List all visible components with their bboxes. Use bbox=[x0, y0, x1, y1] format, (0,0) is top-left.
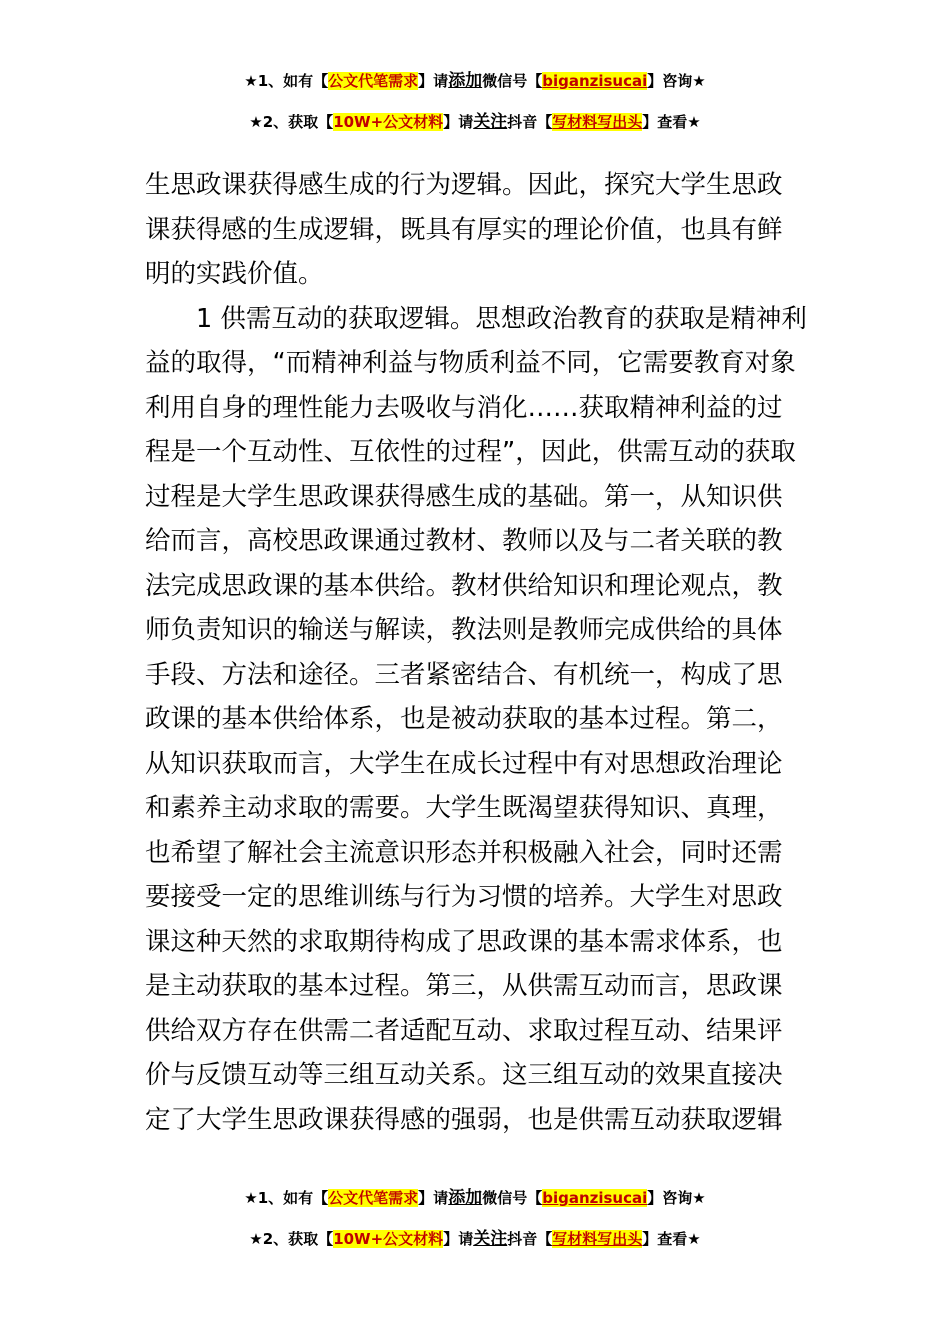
text-line: 利用自身的理性能力去吸收与消化……获取精神利益的过 bbox=[145, 392, 783, 423]
header-follow-text: 关注 bbox=[473, 112, 508, 132]
footer-line-1-prefix: ★1、如有【 bbox=[244, 1189, 329, 1207]
text-line: 是主动获取的基本过程。第三，从供需互动而言，思政课 bbox=[145, 971, 783, 1001]
text-line: 从知识获取而言，大学生在成长过程中有对思想政治理论 bbox=[145, 748, 783, 779]
text-line: 课这种天然的求取期待构成了思政课的基本需求体系，也 bbox=[145, 926, 783, 957]
header-line-2-mid1: 】请 bbox=[443, 113, 474, 131]
header-line-2-mid2: 抖音【 bbox=[507, 113, 553, 131]
paragraph-1 bbox=[145, 163, 810, 297]
text-line: 手段、方法和途径。三者紧密结合、有机统一，构成了思 bbox=[145, 659, 783, 690]
footer-wechat-id[interactable]: biganzisucai bbox=[542, 1189, 648, 1207]
header-banner bbox=[0, 64, 950, 139]
footer-line-2-suffix: 】查看★ bbox=[642, 1230, 701, 1248]
header-need-highlight: 公文代笔需求 bbox=[328, 72, 419, 90]
document-body bbox=[145, 163, 810, 1142]
paragraph-2 bbox=[145, 297, 810, 1143]
footer-follow-text: 关注 bbox=[473, 1229, 508, 1249]
text-line: 也希望了解社会主流意识形态并积极融入社会，同时还需 bbox=[145, 837, 783, 868]
text-line: 和素养主动求取的需要。大学生既渴望获得知识、真理， bbox=[145, 793, 783, 823]
footer-line-2-mid1: 】请 bbox=[443, 1230, 474, 1248]
header-douyin-id[interactable]: 写材料写出头 bbox=[552, 113, 643, 131]
text-line: 益的取得，“而精神利益与物质利益不同，它需要教育对象 bbox=[145, 348, 796, 378]
text-line: 供给双方存在供需二者适配互动、求取过程互动、结果评 bbox=[145, 1015, 783, 1046]
header-line-1 bbox=[0, 64, 950, 98]
text-line: 要接受一定的思维训练与行为习惯的培养。大学生对思政 bbox=[145, 882, 783, 912]
text-line: 1 供需互动的获取逻辑。思想政治教育的获取是精神利 bbox=[196, 303, 807, 334]
footer-line-1-mid1: 】请 bbox=[418, 1189, 449, 1207]
footer-add-text: 添加 bbox=[448, 1188, 483, 1208]
text-line: 程是一个互动性、互依性的过程”，因此，供需互动的获取 bbox=[145, 437, 796, 467]
header-line-1-prefix: ★1、如有【 bbox=[244, 72, 329, 90]
header-line-1-suffix: 】咨询★ bbox=[647, 72, 706, 90]
footer-line-2 bbox=[0, 1222, 950, 1256]
text-line: 明的实践价值。 bbox=[145, 259, 324, 289]
footer-line-2-prefix: ★2、获取【 bbox=[249, 1230, 334, 1248]
text-line: 生思政课获得感生成的行为逻辑。因此，探究大学生思政 bbox=[145, 170, 783, 200]
footer-banner bbox=[0, 1181, 950, 1256]
text-line: 价与反馈互动等三组互动关系。这三组互动的效果直接决 bbox=[145, 1060, 783, 1090]
text-line: 课获得感的生成逻辑，既具有厚实的理论价值，也具有鲜 bbox=[145, 214, 783, 245]
text-line: 过程是大学生思政课获得感生成的基础。第一，从知识供 bbox=[145, 481, 783, 512]
header-wechat-id[interactable]: biganzisucai bbox=[542, 72, 648, 90]
footer-materials-highlight: 10W+公文材料 bbox=[333, 1230, 444, 1248]
header-line-1-mid2: 微信号【 bbox=[482, 72, 543, 90]
footer-line-1 bbox=[0, 1181, 950, 1215]
text-line: 给而言，高校思政课通过教材、教师以及与二者关联的教 bbox=[145, 526, 783, 556]
header-line-1-mid1: 】请 bbox=[418, 72, 449, 90]
header-line-2-prefix: ★2、获取【 bbox=[249, 113, 334, 131]
text-line: 政课的基本供给体系，也是被动获取的基本过程。第二， bbox=[145, 704, 783, 734]
footer-need-highlight: 公文代笔需求 bbox=[328, 1189, 419, 1207]
text-line: 法完成思政课的基本供给。教材供给知识和理论观点，教 bbox=[145, 570, 783, 601]
text-line: 师负责知识的输送与解读，教法则是教师完成供给的具体 bbox=[145, 615, 783, 645]
header-line-2-suffix: 】查看★ bbox=[642, 113, 701, 131]
footer-line-1-mid2: 微信号【 bbox=[482, 1189, 543, 1207]
footer-line-2-mid2: 抖音【 bbox=[507, 1230, 553, 1248]
footer-line-1-suffix: 】咨询★ bbox=[647, 1189, 706, 1207]
header-materials-highlight: 10W+公文材料 bbox=[333, 113, 444, 131]
header-line-2 bbox=[0, 105, 950, 139]
text-line: 定了大学生思政课获得感的强弱，也是供需互动获取逻辑 bbox=[145, 1104, 783, 1135]
header-add-text: 添加 bbox=[448, 71, 483, 91]
footer-douyin-id[interactable]: 写材料写出头 bbox=[552, 1230, 643, 1248]
